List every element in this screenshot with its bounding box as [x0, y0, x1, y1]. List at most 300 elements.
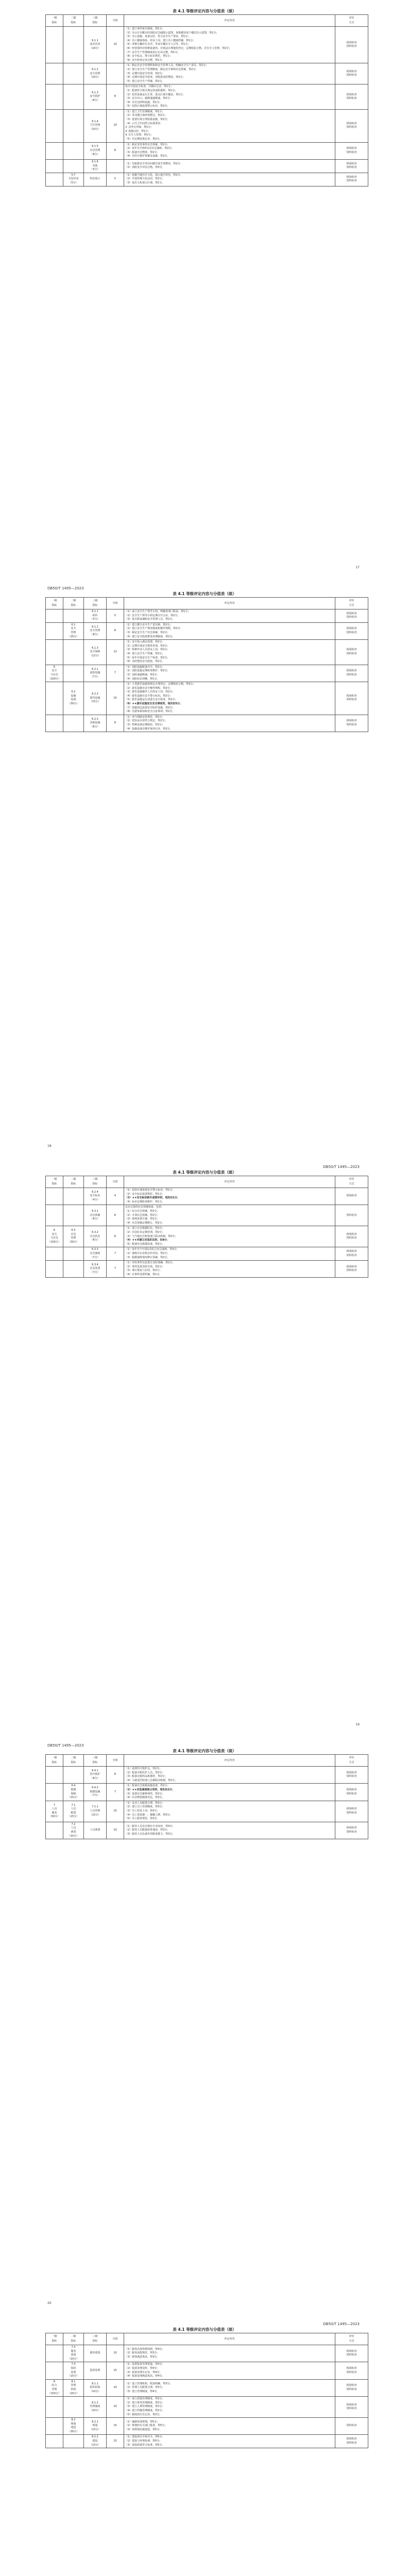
content-line: （3）员工持证上岗，得3分；: [125, 1809, 160, 1812]
content-line: 每月开展安全检查，并做好记录，得1分；: [125, 85, 174, 89]
cell-level1: [46, 2362, 63, 2379]
content-line: （2）服务流程规范，得3分；: [125, 2351, 160, 2355]
content-line: （2）建立财务管理制度，得2分；: [125, 2401, 165, 2404]
content-line: （4）员工着装统一，佩戴工牌，得3分；: [125, 1813, 173, 1817]
cell-level3: 6.4.2 救援设施 （7分）: [84, 1784, 107, 1801]
cell-method: 现场检查 资料检查: [335, 1261, 368, 1278]
cell-level1: [46, 1188, 63, 1205]
cell-level1: 8 综合 管理 （150分）: [46, 2379, 63, 2396]
content-line: （3）设有文化展示区域，得1分。: [125, 181, 165, 184]
cell-level2: [63, 109, 84, 142]
cell-level1: [46, 1205, 63, 1226]
cell-method: 现场检查 资料检查: [335, 173, 368, 186]
cell-level3: 投诉处理: [84, 2362, 107, 2379]
content-line: （8）安全标志、警示标识规范，得1分；: [125, 55, 173, 58]
content-line: （2）投诉处理及时，得4分；: [125, 2366, 160, 2370]
content-line: （1）建立质量管理制度，得2分；: [125, 2397, 165, 2401]
content-line: （4）员工健康体检，持证上岗，建立员工健康档案，得1分；: [125, 39, 196, 42]
content-line: ① 洁净无异味，得1分；: [125, 126, 154, 129]
score-table: [45, 14, 368, 187]
content-line: （9）安全检查记录完整，得1分。: [125, 58, 165, 62]
content-line: （1）消防设施配备齐全，得2分；: [125, 665, 165, 669]
cell-level2: [63, 1188, 84, 1205]
content-line: （3）现场处置方案，得2分；: [125, 1217, 160, 1221]
cell-level1: 6 安全 与应急 （100分）: [46, 1226, 63, 1247]
table-row: [46, 2397, 368, 2418]
content-line: （3）投诉处理有记录，得4分；: [125, 2370, 162, 2374]
page-header-std-code: DB50/T 1495—2023: [47, 586, 84, 590]
cell-level3: 6.1.6 其他 （5分）: [84, 160, 107, 173]
content-line: （3）★★安全标识缺失或损坏的，每处扣1分；: [125, 1196, 180, 1200]
table-row: [46, 1205, 368, 1226]
content-line: （2）安全标识设置规范，得1分；: [125, 1192, 165, 1196]
header-method: 评价 方式: [335, 1176, 368, 1188]
content-line: （5）员工服务规范，得3分。: [125, 1817, 160, 1821]
cell-level2: [63, 63, 84, 84]
table-caption: 表 4.1 等级评定内容与分值表（续）: [173, 2327, 236, 2332]
cell-level1: [46, 1767, 63, 1784]
table-row: [46, 27, 368, 63]
cell-level2: [63, 27, 84, 63]
header-score: 分值: [107, 1176, 124, 1188]
cell-level1: [46, 2435, 63, 2448]
content-line: （4）有事件处置档案，得1分。: [125, 1273, 162, 1276]
content-line: （1）服务态度热情周到，得4分；: [125, 2347, 165, 2351]
cell-level3: 6.1.5 应急管理 （8分）: [84, 142, 107, 159]
content-line: （1）大型游乐设施按规定办理登记，定期检验合格，得3分；: [125, 683, 196, 686]
table-row: [46, 84, 368, 110]
content-line: （2）消防设施定期检查维护，得2分；: [125, 669, 170, 673]
content-line: （3）办公设施、设备完好，符合安全生产要求，得1分；: [125, 35, 191, 39]
cell-level3: 6.3.2 应急队伍 （8分）: [84, 1226, 107, 1247]
page-number: 19: [355, 1723, 360, 1726]
table-row: [46, 1188, 368, 1205]
content-line: （7）安全生产管理制度执行记录完整，得1分；: [125, 50, 180, 54]
content-line: （1）服务人员具有相应专业知识，得4分；: [125, 1824, 175, 1828]
cell-content: [124, 1801, 335, 1822]
table-caption: 表 4.1 等级评定内容与分值表（续）: [173, 1749, 236, 1753]
content-line: （2）安全生产领导小组定期召开会议，得2分；: [125, 614, 180, 617]
cell-level2: [63, 142, 84, 159]
cell-level1: [46, 1261, 63, 1278]
table-header-row: [46, 598, 368, 609]
content-line: （1）挖掘当地历史文化，展示地方特色，得2分；: [125, 173, 183, 177]
cell-score: 10: [107, 1822, 124, 1839]
table-row: [46, 715, 368, 732]
table-caption: 表 4.1 等级评定内容与分值表（续）: [173, 1170, 236, 1175]
cell-level1: [46, 2345, 63, 2362]
cell-level3: 6.1.1 组织 （5分）: [84, 609, 107, 623]
cell-level1: [46, 173, 63, 186]
content-line: （4）应急预案定期修订，得2分。: [125, 1221, 165, 1225]
table-row: [46, 2379, 368, 2396]
cell-method: 现场检查 资料检查: [335, 27, 368, 63]
content-line: （1）编制发展规划，得5分；: [125, 2420, 160, 2424]
cell-score: [107, 160, 124, 173]
content-line: （1）综合应急预案，得2分；: [125, 1209, 160, 1213]
cell-method: 现场检查 资料检查: [335, 622, 368, 639]
content-line: （1）每年至少开展1次综合应急演练，得3分；: [125, 1248, 179, 1251]
cell-method: 现场检查 资料检查: [335, 2379, 368, 2396]
cell-level3: 8.2.2 建设 （15分）: [84, 2435, 107, 2448]
cell-level2: [63, 609, 84, 623]
cell-method: 现场检查 资料检查: [335, 2397, 368, 2418]
cell-level2: [63, 1767, 84, 1784]
cell-score: 10: [107, 2345, 124, 2362]
cell-content: [124, 609, 335, 623]
cell-level3: 8.1.2 管理制度 （10分）: [84, 2397, 107, 2418]
cell-content: [124, 1261, 335, 1278]
cell-level3: 6.3.1 应急预案 （8分）: [84, 1205, 107, 1226]
cell-score: 8: [107, 142, 124, 159]
cell-level2: 7.1 人员 配置 （15分）: [63, 1801, 84, 1822]
cell-content: [124, 160, 335, 173]
cell-method: 现场检查 资料检查: [335, 2435, 368, 2448]
cell-method: 现场检查 资料检查: [335, 1247, 368, 1261]
content-line: （3）根据演练情况修订预案，得2分。: [125, 1256, 170, 1259]
cell-level2: 6.4 救援 保障 （15分）: [63, 1784, 84, 1801]
content-line: （5）各种车辆停车有序，外来车辆有专人引导，得1分；: [125, 43, 191, 46]
cell-level3: 6.2.3 其他设施 （8分）: [84, 715, 107, 732]
cell-level3: 8.2.1 规划 （15分）: [84, 2418, 107, 2435]
cell-content: [124, 63, 335, 84]
table-row: [46, 1261, 368, 1278]
content-line: （2）游乐设施有安全操作规程，得2分；: [125, 686, 173, 690]
content-line: （2）建立安全生产规章制度和操作规程，得2分；: [125, 627, 183, 631]
cell-method: 现场检查: [335, 1188, 368, 1205]
cell-score: 7: [107, 665, 124, 682]
table-row: [46, 109, 368, 142]
header-level3: 三级 指标: [84, 2333, 107, 2345]
content-line: （2）专项应急预案，得2分；: [125, 1213, 160, 1217]
content-line: （4）★★未建立应急队伍的，扣8分；: [125, 1239, 169, 1242]
content-line: （4）定期开展安全检查，对隐患及时整改，得2分；: [125, 76, 185, 79]
cell-level2: [63, 1261, 84, 1278]
content-line: （2）建立员工培训制度，得3分；: [125, 1805, 165, 1809]
content-line: （1）危险区域设置安全警示标识，得1分；: [125, 1189, 175, 1192]
content-line: （2）规划经有关部门批准，得5分；: [125, 2424, 167, 2428]
content-line: （6）经营场所有特种设备的，应依法办理使用登记，定期检验合格，并有专人管理，得2分；: [125, 46, 232, 50]
content-line: （1）配备应急救援设施设备，得2分；: [125, 1784, 170, 1788]
page-number: 20: [47, 2301, 52, 2305]
cell-level3: 6.3.3 应急演练 （7分）: [84, 1247, 107, 1261]
header-score: 分值: [107, 598, 124, 609]
cell-content: [124, 1226, 335, 1247]
cell-score: 8: [107, 1205, 124, 1226]
cell-method: 现场检查 资料检查: [335, 1784, 368, 1801]
cell-score: 5: [107, 173, 124, 186]
cell-level1: [46, 715, 63, 732]
cell-level3: 人员素质: [84, 1822, 107, 1839]
cell-method: 现场检查 资料检查: [335, 160, 368, 173]
content-line: （2）每年至少组织1次应急演练，得2分；: [125, 147, 174, 150]
page-header-std-code: DB50/T 1495—2023: [323, 1165, 360, 1169]
content-line: （2）办公区有醒目的消防应急疏散示意图，每栋楼及每个楼层有示意图，得1分；: [125, 31, 219, 35]
cell-level3: 特色展示: [84, 173, 107, 186]
content-line: ③ 有专人管理，得1分；: [125, 133, 154, 137]
cell-level3: 6.4.1 医疗救护 （8分）: [84, 1767, 107, 1784]
header-level2: 二级 指标: [63, 15, 84, 27]
cell-level2: [63, 2435, 84, 2448]
table-wrapper: [45, 597, 368, 732]
content-line: （5）危险区域设置警示标识，得2分。: [125, 105, 170, 108]
content-line: （2）危险品存放符合规定，得2分；: [125, 719, 167, 723]
page-header-std-code: DB50/T 1495—2023: [323, 2322, 360, 2326]
cell-level1: [46, 682, 63, 715]
table-row: [46, 1801, 368, 1822]
header-level2: 二级 指标: [63, 1755, 84, 1767]
content-line: （1）制定有安全管理机构和安全管理人员，明确安全生产责任，得2分；: [125, 64, 209, 67]
table-row: [46, 173, 368, 186]
cell-level2: 6.1 安全 管理 （25分）: [63, 622, 84, 639]
cell-level1: [46, 27, 63, 63]
content-line: 具有完善的应急预案体系，包括：: [125, 1206, 164, 1209]
table-row: [46, 2418, 368, 2435]
header-method: 评价 方式: [335, 15, 368, 27]
table-header-row: [46, 15, 368, 27]
table-row: [46, 2345, 368, 2362]
cell-level3: 6.1.3 安全防护 （8分）: [84, 84, 107, 110]
table-wrapper: [45, 14, 368, 187]
header-level3: 三级 指标: [84, 15, 107, 27]
cell-level2: [63, 640, 84, 665]
cell-score: 4: [107, 1188, 124, 1205]
content-line: （4）建立安全隐患排查治理制度，得2分。: [125, 635, 175, 638]
content-line: （3）游客满意度高，得3分。: [125, 2355, 160, 2359]
content-line: （4）应急物资储备充足，得3分。: [125, 1796, 165, 1800]
cell-content: [124, 84, 335, 110]
content-line: （2）定期开展安全教育培训，得2分；: [125, 644, 170, 648]
table-caption: 表 4.1 等级评定内容与分值表（续）: [173, 9, 236, 13]
content-line: （3）与当地应急机构建立联动机制，得2分；: [125, 1234, 178, 1238]
cell-level1: [46, 160, 63, 173]
cell-score: 10: [107, 27, 124, 63]
score-table: [45, 1176, 368, 1278]
table-row: [46, 1247, 368, 1261]
content-line: （3）设置应急避难场所，得2分；: [125, 1792, 165, 1795]
header-level1: 一级 指标: [46, 598, 63, 609]
cell-score: 15: [107, 2435, 124, 2448]
content-line: （1）建立卫生管理制度，得1分；: [125, 110, 165, 113]
page-2: [0, 579, 409, 1157]
content-line: ② 设施完好，得1分；: [125, 129, 151, 133]
cell-score: 8: [107, 715, 124, 732]
table-row: [46, 160, 368, 173]
header-score: 分值: [107, 15, 124, 27]
page-number: 18: [47, 1144, 52, 1148]
cell-score: 5: [107, 609, 124, 623]
cell-level3: 服务质量: [84, 2345, 107, 2362]
content-line: （2）服务人员能使用普通话，得3分；: [125, 1828, 170, 1832]
content-line: （4）设施设备有维护保养记录，得2分。: [125, 727, 173, 731]
cell-content: [124, 682, 335, 715]
content-line: （4）与就近医院建立急救联动机制，得2分。: [125, 1778, 178, 1782]
content-line: （6）及时整改安全隐患，得2分。: [125, 660, 165, 664]
cell-level1: [46, 640, 63, 665]
content-line: （2）应急队伍定期培训，得2分；: [125, 1230, 165, 1234]
content-line: （3）制定安全生产应急预案，得2分；: [125, 631, 170, 634]
table-row: [46, 665, 368, 682]
cell-level3: 7.1.1 人员管理 （15分）: [84, 1801, 107, 1822]
cell-content: [124, 1767, 335, 1784]
cell-level1: [46, 609, 63, 623]
table-row: [46, 1822, 368, 1839]
header-level2: 二级 指标: [63, 2333, 84, 2345]
content-line: （3）定期开展安全培训，得2分；: [125, 72, 165, 75]
table-row: [46, 682, 368, 715]
content-line: （1）对旅游安全突出问题开展专项整治，得2分；: [125, 162, 183, 165]
cell-level1: 7 人员 服务 （50分）: [46, 1801, 63, 1822]
header-method: 评价 方式: [335, 598, 368, 609]
cell-score: 8: [107, 1767, 124, 1784]
content-line: （3）设专职或兼职安全管理人员，得2分。: [125, 618, 175, 621]
table-wrapper: [45, 1176, 368, 1278]
cell-method: 现场检查 资料检查: [335, 665, 368, 682]
cell-level2: 5.7 文化传承 （5分）: [63, 173, 84, 186]
cell-content: [124, 2379, 335, 2396]
content-line: （1）建立健全安全生产责任制，得2分；: [125, 623, 173, 626]
score-table: [45, 597, 368, 732]
content-line: （4）游乐设施有安全警示标识，得2分；: [125, 694, 173, 698]
cell-level2: 6.3 应急 管理 （30分）: [63, 1226, 84, 1247]
cell-score: 15: [107, 2362, 124, 2379]
table-row: [46, 1226, 368, 1247]
cell-level3: 6.3.4 应急处置 （7分）: [84, 1261, 107, 1278]
content-line: （1）电气线路安装规范，得2分；: [125, 715, 165, 719]
content-line: （1）设置投诉受理渠道，得3分；: [125, 2363, 165, 2366]
content-line: （6）★★游乐设施发生安全事故的，每次扣5分；: [125, 702, 182, 706]
cell-content: [124, 1822, 335, 1839]
cell-level2: [63, 665, 84, 682]
content-line: （1）设置医疗救护点，得2分；: [125, 1767, 162, 1770]
table-row: [46, 2362, 368, 2379]
content-line: （2）建设与环境协调，得5分；: [125, 2439, 162, 2443]
content-line: （3）按规划实施建设，得5分。: [125, 2428, 162, 2432]
cell-content: [124, 1784, 335, 1801]
content-line: （3）特种作业人员持证上岗，得2分；: [125, 648, 170, 652]
table-row: [46, 142, 368, 159]
cell-content: [124, 2362, 335, 2379]
content-line: （4）标识定期检查维护，得1分。: [125, 1200, 165, 1204]
cell-level3: 6.1.4 卫生管理 （10分）: [84, 109, 107, 142]
table-wrapper: [45, 2333, 368, 2448]
cell-score: 10: [107, 2379, 124, 2396]
table-caption: 表 4.1 等级评定内容与分值表（续）: [173, 591, 236, 596]
cell-score: 15: [107, 682, 124, 715]
page-number: 17: [355, 566, 360, 569]
cell-level2: [63, 2397, 84, 2418]
content-line: （4）建立档案管理制度，得2分；: [125, 2409, 165, 2412]
content-line: （2）配备专职医护人员，得2分；: [125, 1771, 165, 1774]
table-header-row: [46, 1755, 368, 1767]
content-line: （1）突发事件信息报告及时准确，得2分；: [125, 1261, 175, 1265]
cell-level3: 6.1.2 安全管理 （10分）: [84, 63, 107, 84]
header-content: 评定内容: [124, 2333, 335, 2345]
content-line: （4）消防标识清晰，得1分。: [125, 677, 160, 681]
content-line: （3）事后恢复与总结，得2分；: [125, 1269, 162, 1273]
cell-method: 现场检查 资料检查: [335, 1767, 368, 1784]
header-level2: 二级 指标: [63, 1176, 84, 1188]
cell-level1: 6 安全 与应急 （100分）: [46, 665, 63, 682]
cell-content: [124, 2418, 335, 2435]
cell-level2: [63, 1205, 84, 1226]
cell-method: 现场检查 资料检查: [335, 63, 368, 84]
header-content: 评定内容: [124, 15, 335, 27]
header-score: 分值: [107, 2333, 124, 2345]
content-line: （2）★★应急通道被占用的，每处扣2分；: [125, 1788, 175, 1791]
cell-method: 资料检查: [335, 2418, 368, 2435]
header-content: 评定内容: [124, 598, 335, 609]
cell-level1: [46, 2418, 63, 2435]
header-content: 评定内容: [124, 1176, 335, 1188]
content-line: （5）制度执行有记录，得2分。: [125, 2413, 162, 2416]
cell-score: [107, 63, 124, 84]
content-line: （2）消防安全评估合格，得3分。: [125, 166, 165, 170]
cell-method: 现场检查 资料检查: [335, 1226, 368, 1247]
content-line: （1）配备符合相关规定的消防器材，得1分；: [125, 89, 178, 92]
cell-level1: [46, 1822, 63, 1839]
cell-method: 现场检查 资料检查: [335, 109, 368, 142]
content-line: （5）每年开展安全生产检查，得2分；: [125, 656, 170, 659]
cell-content: [124, 142, 335, 159]
cell-level1: [46, 109, 63, 142]
cell-method: 现场检查 资料检查: [335, 609, 368, 623]
cell-level2: 8.1 管理 机构 （20分）: [63, 2379, 84, 2396]
content-line: （1）建立应急救援队伍，得2分；: [125, 1227, 165, 1230]
content-line: （7）设施周边设置安全防护设施，得2分；: [125, 706, 175, 709]
cell-score: 10: [107, 109, 124, 142]
content-line: （3）消防通道畅通，得2分；: [125, 673, 160, 676]
cell-content: [124, 173, 335, 186]
cell-score: 8: [107, 622, 124, 639]
page-header-std-code: DB50/T 1495—2023: [47, 1743, 84, 1748]
cell-method: 现场检查 资料检查: [335, 2362, 368, 2379]
table-header-row: [46, 1176, 368, 1188]
cell-method: 现场检查 资料检查: [335, 1801, 368, 1822]
content-line: （5）建立安全生产档案，得2分。: [125, 79, 165, 83]
cell-level2: 7.2 人员 素质 （10分）: [63, 1822, 84, 1839]
header-method: 评价 方式: [335, 2333, 368, 2345]
cell-score: 7: [107, 1261, 124, 1278]
content-line: （4）投诉处理满意度高，得4分。: [125, 2375, 165, 2378]
cell-level2: [63, 160, 84, 173]
content-line: （2）建立安全生产管理制度，制定安全事故应急预案，得2分；: [125, 67, 198, 71]
cell-level1: [46, 142, 63, 159]
score-table: [45, 1754, 368, 1839]
cell-content: [124, 1188, 335, 1205]
header-level1: 一级 指标: [46, 1176, 63, 1188]
cell-level2: 6.2 设施 设备 （30分）: [63, 682, 84, 715]
content-line: （2）开展传统文化活动，得2分；: [125, 177, 165, 181]
cell-score: 7: [107, 1784, 124, 1801]
content-line: （3）服务人员具备外语服务能力，得3分。: [125, 1832, 175, 1836]
cell-score: 10: [107, 2397, 124, 2418]
cell-level1: [46, 1247, 63, 1261]
cell-level2: 8.2 规划 建设 （30分）: [63, 2418, 84, 2435]
content-line: （3）安全出口、疏散通道畅通，得2分；: [125, 97, 173, 100]
content-line: （5）配备应急救援装备，得2分。: [125, 1242, 165, 1246]
content-line: （1）安全投入满足需要，得2分；: [125, 640, 165, 644]
cell-level1: [46, 84, 63, 110]
cell-content: [124, 665, 335, 682]
content-line: （3）特种设备定期检验，得2分；: [125, 723, 165, 727]
content-line: （3）游乐设施操作人员持证上岗，得2分；: [125, 690, 175, 694]
content-line: （2）事件处置及时有效，得2分；: [125, 1265, 165, 1268]
content-line: （5）游乐设施运行前进行安全检查，得2分；: [125, 698, 178, 702]
score-table: [45, 2333, 368, 2448]
cell-method: 现场检查 资料检查: [335, 1822, 368, 1839]
header-content: 评定内容: [124, 1755, 335, 1767]
